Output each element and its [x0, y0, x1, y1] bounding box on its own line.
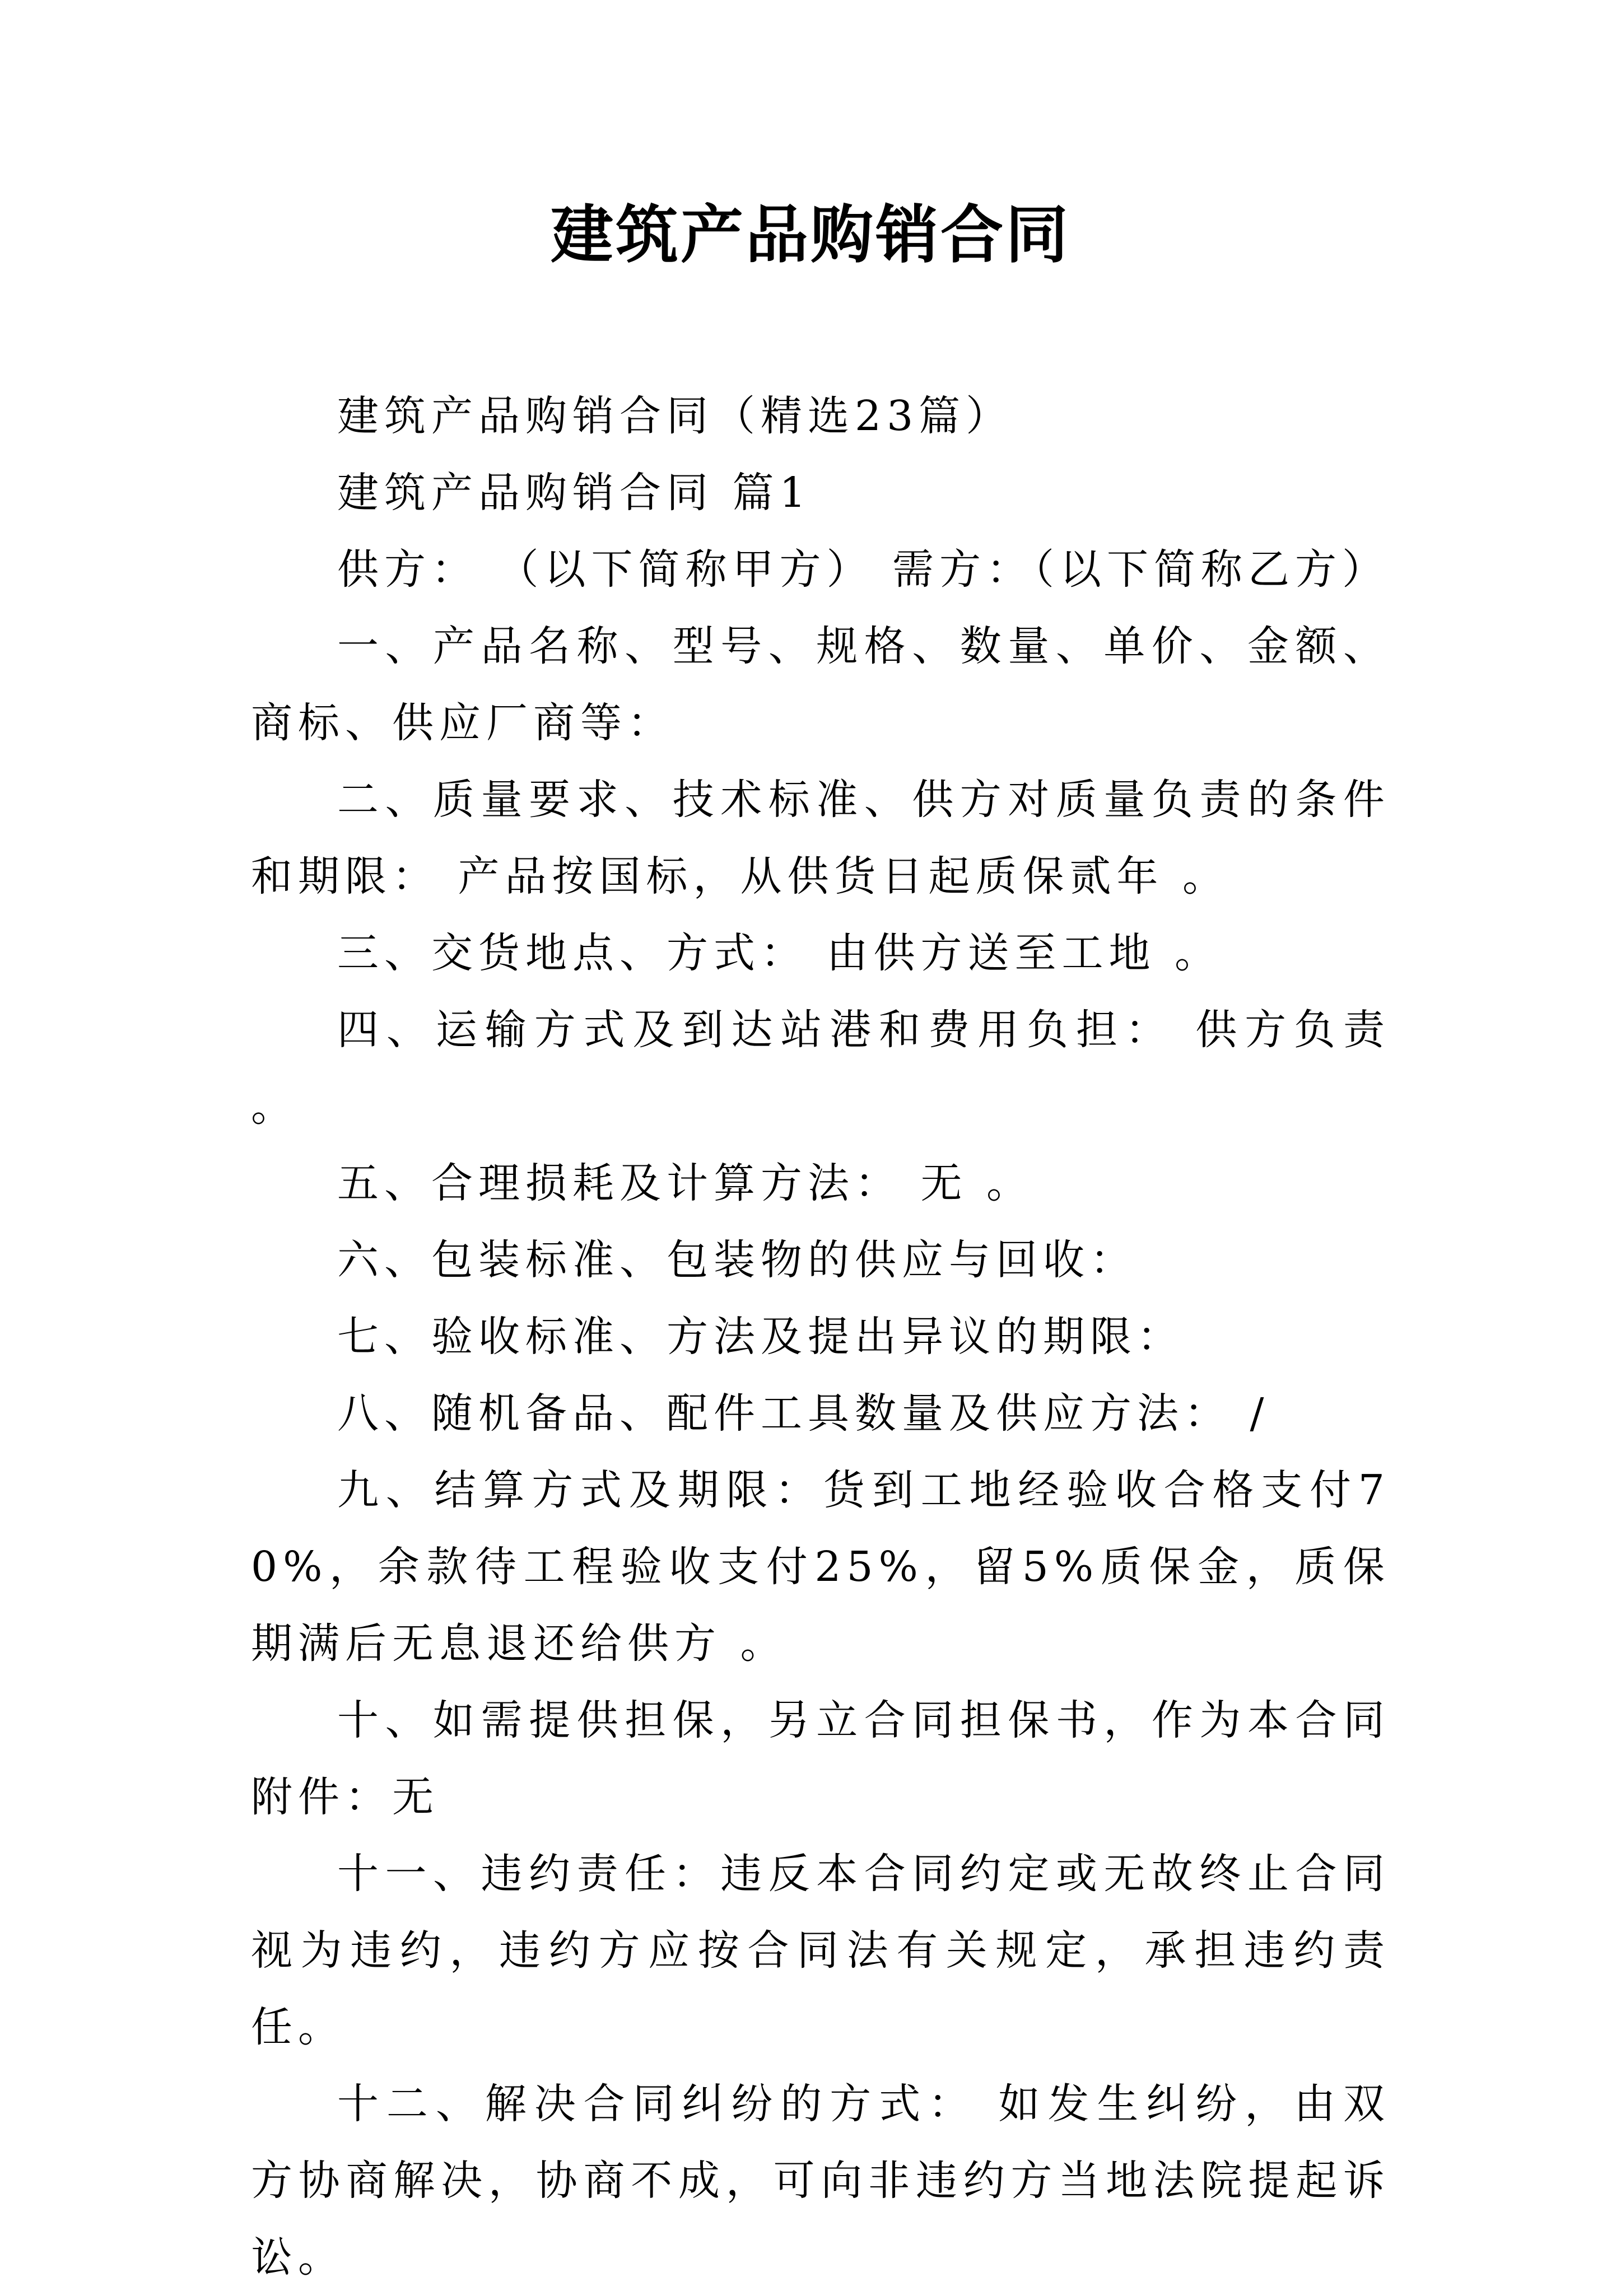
- paragraph-clause-12: 十二、解决合同纠纷的方式： 如发生纠纷，由双方协商解决，协商不成，可向非违约方当地法院提起诉讼。: [251, 2080, 1390, 2281]
- document-body: [251, 378, 1390, 2296]
- paragraph-parties: 供方： （以下简称甲方） 需方：（以下简称乙方）: [337, 545, 1390, 594]
- document-title: 建筑产品购销合同: [551, 198, 1070, 272]
- paragraph-clause-9: 九、结算方式及期限：货到工地经验收合格支付70%，余款待工程验收支付25%，留5%质保金，质保期满后无息退还给供方 。: [251, 1466, 1390, 1668]
- paragraph-clause-1: 一、产品名称、型号、规格、数量、单价、金额、商标、供应厂商等：: [251, 622, 1390, 747]
- paragraph-clause-6: 六、包装标准、包装物的供应与回收：: [337, 1236, 1137, 1284]
- paragraph-clause-7: 七、验收标准、方法及提出异议的期限：: [337, 1313, 1184, 1361]
- paragraph-clause-2: 二、质量要求、技术标准、供方对质量负责的条件和期限： 产品按国标，从供货日起质保贰年 。: [251, 776, 1390, 900]
- paragraph-clause-5: 五、合理损耗及计算方法： 无 。: [337, 1159, 1034, 1207]
- paragraph-clause-8: 八、随机备品、配件工具数量及供应方法： /: [337, 1389, 1270, 1438]
- paragraph-clause-3: 三、交货地点、方式： 由供方送至工地 。: [337, 929, 1222, 977]
- paragraph-clause-4: 四、运输方式及到达站港和费用负担： 供方负责 。: [251, 1006, 1390, 1131]
- paragraph-article-heading: 建筑产品购销合同 篇1: [337, 469, 812, 517]
- paragraph-clause-10: 十、如需提供担保，另立合同担保书，作为本合同附件：无: [251, 1696, 1390, 1821]
- paragraph-collection-title: 建筑产品购销合同（精选23篇）: [337, 392, 1013, 440]
- paragraph-clause-11: 十一、违约责任：违反本合同约定或无故终止合同视为违约，违约方应按合同法有关规定，承担违约责任。: [251, 1850, 1390, 2051]
